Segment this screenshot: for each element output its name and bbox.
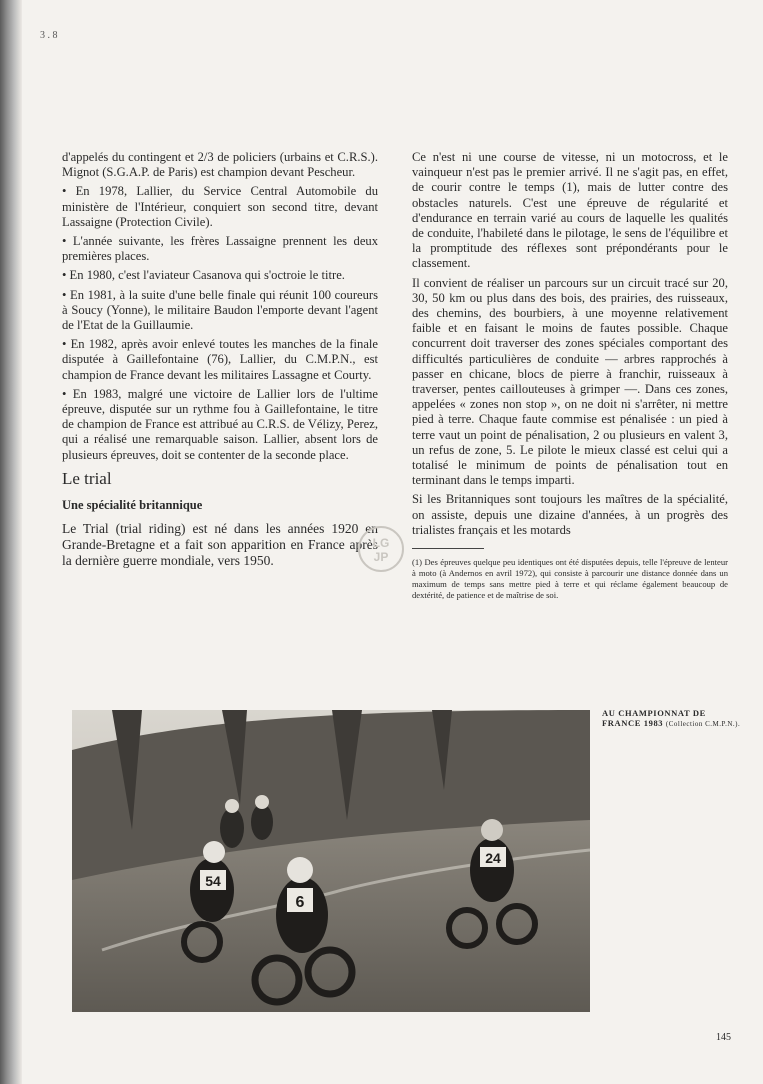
page-number: 145 bbox=[716, 1032, 731, 1043]
photo-illustration bbox=[72, 710, 590, 1012]
paragraph: Ce n'est ni une course de vitesse, ni un motocross, et le vainqueur n'est pas le premier arrivé. Il ne s'agit pas, en effet, de courir contre le temps (1), mais de lutter contre des obstacles naturels. C'est une épreuve de régularité et d'endurance en terrain varié au cours de laquelle les qualités de conduite, l'habileté dans le pilotage, le sens de l'équilibre et la promptitude des réflexes sont prépondérants pour le classement. bbox=[412, 150, 728, 271]
photo-caption bbox=[602, 708, 747, 729]
paragraph: • En 1978, Lallier, du Service Central Automobile du ministère de l'Intérieur, conquiert son second titre, devant Lassaigne (Protection Civile). bbox=[62, 184, 378, 229]
svg-text:JP: JP bbox=[373, 550, 389, 564]
footnote: (1) Des épreuves quelque peu identiques ont été disputées depuis, telle l'épreuve de lenteur à moto (à Andernos en avril 1972), qui consiste à parcourir une distance donnée dans un maximum de temps sans mettre pied à terre et qui réclame également beaucoup de dextérité, de patience et de maîtrise de soi. bbox=[412, 557, 728, 601]
paragraph: • L'année suivante, les frères Lassaigne prennent les deux premières places. bbox=[62, 234, 378, 264]
paragraph: • En 1980, c'est l'aviateur Casanova qui s'octroie le titre. bbox=[62, 268, 345, 283]
subsection-heading: Une spécialité britannique bbox=[62, 498, 203, 513]
rider-number-right: 24 bbox=[485, 850, 501, 866]
section-heading: Le trial bbox=[62, 468, 112, 488]
rider-number-center: 6 bbox=[295, 894, 305, 911]
caption-credit: (Collection C.M.P.N.). bbox=[665, 720, 741, 728]
paragraph: Si les Britanniques sont toujours les maîtres de la spécialité, on assiste, depuis une dizaine d'années, à un progrès des trialistes français et les motards bbox=[412, 492, 728, 537]
left-column bbox=[62, 150, 378, 573]
paragraph: • En 1981, à la suite d'une belle finale qui réunit 100 coureurs à Soucy (Yonne), le militaire Baudon l'emporte devant l'agent de l'Etat de la Guillaumie. bbox=[62, 287, 378, 333]
book-binding-shadow bbox=[0, 0, 22, 1084]
paragraph: • En 1982, après avoir enlevé toutes les manches de la finale disputée à Gaillefontaine (76), Lallier, du C.M.P.N., est champion de France devant les militaires Lassagne et Courty. bbox=[62, 337, 378, 382]
paragraph: • En 1983, malgré une victoire de Lallier lors de l'ultime épreuve, disputée sur un rythme fou à Gaillefontaine, le titre de champion de France est attribué au C.R.S. de Vélizy, Perez, qui a réalisé une remarquable saison. Lallier, absent lors de plusieurs épreuves, doit se contenter de la seconde place. bbox=[62, 386, 378, 462]
right-column bbox=[412, 150, 728, 605]
page-top-mark: 3 . 8 bbox=[40, 30, 58, 41]
svg-text:LG: LG bbox=[372, 536, 390, 550]
caption-title: AU CHAMPIONNAT DE FRANCE 1983 bbox=[602, 708, 706, 728]
paragraph: d'appelés du contingent et 2/3 de policiers (urbains et C.R.S.). Mignot (S.G.A.P. de Paris) est champion devant Pescheur. bbox=[62, 150, 378, 180]
watermark-logo-icon bbox=[356, 524, 406, 574]
paragraph: Il convient de réaliser un parcours sur un circuit tracé sur 20, 30, 50 km ou plus dans des bois, des prairies, des ruisseaux, des chemins, des bourbiers, à une moyenne relativement faible et en faisant le moins de fautes possible. Chaque concurrent doit traverser des zones spéciales comportant des difficultés particulières de conduite — arbres rapprochés à passer en chicane, blocs de pierre à franchir, ruisseaux à traverser, pentes caillouteuses à grimper —. Dans ces zones, appelées « zones non stop », on ne doit ni s'arrêter, ni mettre pied à terre. Chaque faute commise est pénalisée : un pied à terre vaut un point de pénalisation, 2 ou plusieurs en valent 3, un refus de zone, 5. Le pilote le mieux classé est celui qui a totalisé le minimum de points de pénalisation tout en terminant dans le temps imparti. bbox=[412, 275, 728, 488]
trial-race-photo bbox=[72, 710, 590, 1012]
intro-paragraph: Le Trial (trial riding) est né dans les années 1920 en Grande-Bretagne et a fait son apparition en France après la dernière guerre mondiale, vers 1950. bbox=[62, 521, 378, 569]
rider-number-left: 54 bbox=[205, 873, 221, 889]
footnote-divider bbox=[412, 548, 484, 549]
